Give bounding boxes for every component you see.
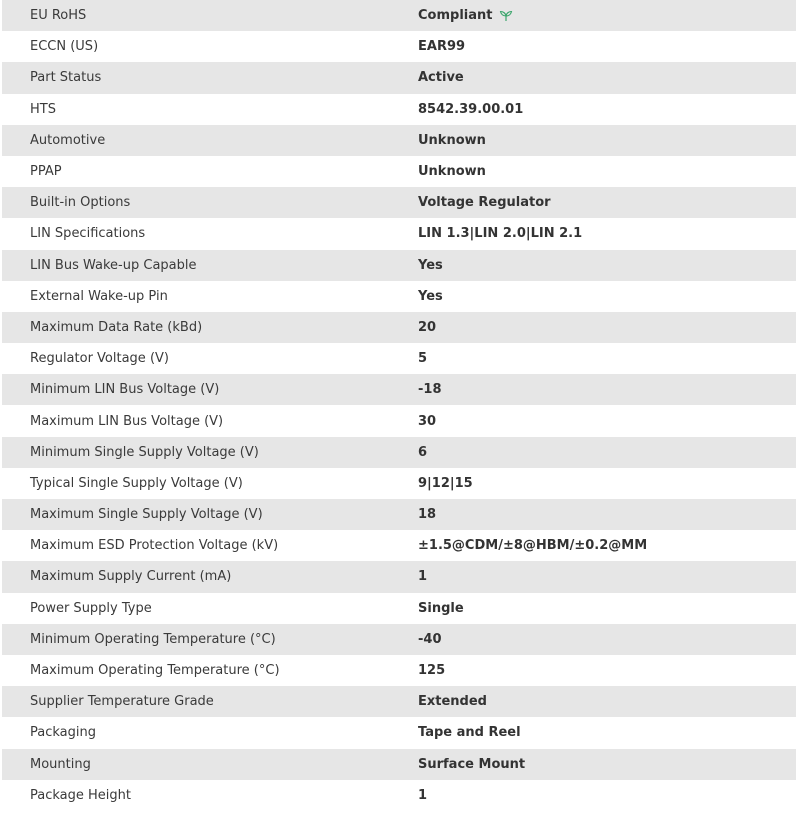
spec-label: EU RoHS <box>30 8 87 24</box>
spec-row <box>2 530 796 561</box>
spec-label: Supplier Temperature Grade <box>30 694 214 710</box>
spec-value: EAR99 <box>418 39 466 55</box>
spec-row <box>2 343 796 374</box>
spec-label: Minimum LIN Bus Voltage (V) <box>30 382 220 398</box>
spec-label: Part Status <box>30 70 102 86</box>
spec-row <box>2 156 796 187</box>
spec-label: Regulator Voltage (V) <box>30 351 169 367</box>
spec-value: LIN 1.3|LIN 2.0|LIN 2.1 <box>418 226 583 242</box>
spec-label: Automotive <box>30 132 106 148</box>
spec-value <box>418 8 513 23</box>
spec-row <box>2 624 796 655</box>
spec-row <box>2 218 796 249</box>
spec-row <box>2 0 796 31</box>
spec-row <box>2 593 796 624</box>
spec-value: 1 <box>418 787 428 803</box>
spec-value: Unknown <box>418 132 486 148</box>
spec-label: LIN Bus Wake-up Capable <box>30 257 197 273</box>
spec-value: 5 <box>418 351 428 367</box>
spec-label: LIN Specifications <box>30 226 146 242</box>
spec-value: -18 <box>418 382 442 398</box>
spec-row <box>2 780 796 811</box>
spec-value: 9|12|15 <box>418 475 473 491</box>
spec-row <box>2 437 796 468</box>
spec-row <box>2 499 796 530</box>
spec-row <box>2 468 796 499</box>
spec-row <box>2 62 796 93</box>
spec-label: Packaging <box>30 725 96 741</box>
spec-label: Maximum ESD Protection Voltage (kV) <box>30 538 279 554</box>
spec-value: ±1.5@CDM/±8@HBM/±0.2@MM <box>418 538 648 554</box>
spec-row <box>2 749 796 780</box>
spec-value: Surface Mount <box>418 756 526 772</box>
spec-value: Active <box>418 70 464 86</box>
spec-row <box>2 94 796 125</box>
spec-value: Tape and Reel <box>418 725 521 741</box>
spec-row <box>2 686 796 717</box>
spec-label: Package Height <box>30 787 131 803</box>
spec-value: Yes <box>418 257 443 273</box>
spec-value: 18 <box>418 507 437 523</box>
spec-value: 125 <box>418 663 446 679</box>
spec-value-text: Compliant <box>418 8 493 24</box>
spec-label: PPAP <box>30 164 62 180</box>
spec-row <box>2 125 796 156</box>
spec-value: -40 <box>418 631 442 647</box>
spec-label: Maximum LIN Bus Voltage (V) <box>30 413 224 429</box>
spec-value: Single <box>418 600 464 616</box>
spec-row <box>2 561 796 592</box>
spec-row <box>2 405 796 436</box>
spec-value: 20 <box>418 319 437 335</box>
spec-row <box>2 374 796 405</box>
spec-row <box>2 31 796 62</box>
spec-label: Minimum Operating Temperature (°C) <box>30 631 276 647</box>
spec-label: Typical Single Supply Voltage (V) <box>30 475 243 491</box>
spec-row <box>2 187 796 218</box>
spec-label: External Wake-up Pin <box>30 288 168 304</box>
spec-row <box>2 717 796 748</box>
spec-value: 1 <box>418 569 428 585</box>
spec-label: Maximum Operating Temperature (°C) <box>30 663 280 679</box>
spec-label: Maximum Data Rate (kBd) <box>30 319 203 335</box>
spec-value: Unknown <box>418 164 486 180</box>
spec-row <box>2 250 796 281</box>
spec-value: 30 <box>418 413 437 429</box>
spec-label: Power Supply Type <box>30 600 152 616</box>
spec-label: Maximum Supply Current (mA) <box>30 569 232 585</box>
spec-label: HTS <box>30 101 56 117</box>
spec-table <box>2 0 796 811</box>
spec-value: Voltage Regulator <box>418 195 551 211</box>
spec-row <box>2 312 796 343</box>
spec-label: Maximum Single Supply Voltage (V) <box>30 507 263 523</box>
spec-value: 6 <box>418 444 428 460</box>
spec-value: Yes <box>418 288 443 304</box>
spec-value: Extended <box>418 694 487 710</box>
spec-label: Mounting <box>30 756 91 772</box>
spec-row <box>2 281 796 312</box>
spec-row <box>2 655 796 686</box>
spec-label: Minimum Single Supply Voltage (V) <box>30 444 259 460</box>
spec-label: Built-in Options <box>30 195 131 211</box>
leaf-icon <box>499 10 513 22</box>
spec-label: ECCN (US) <box>30 39 99 55</box>
spec-value: 8542.39.00.01 <box>418 101 524 117</box>
